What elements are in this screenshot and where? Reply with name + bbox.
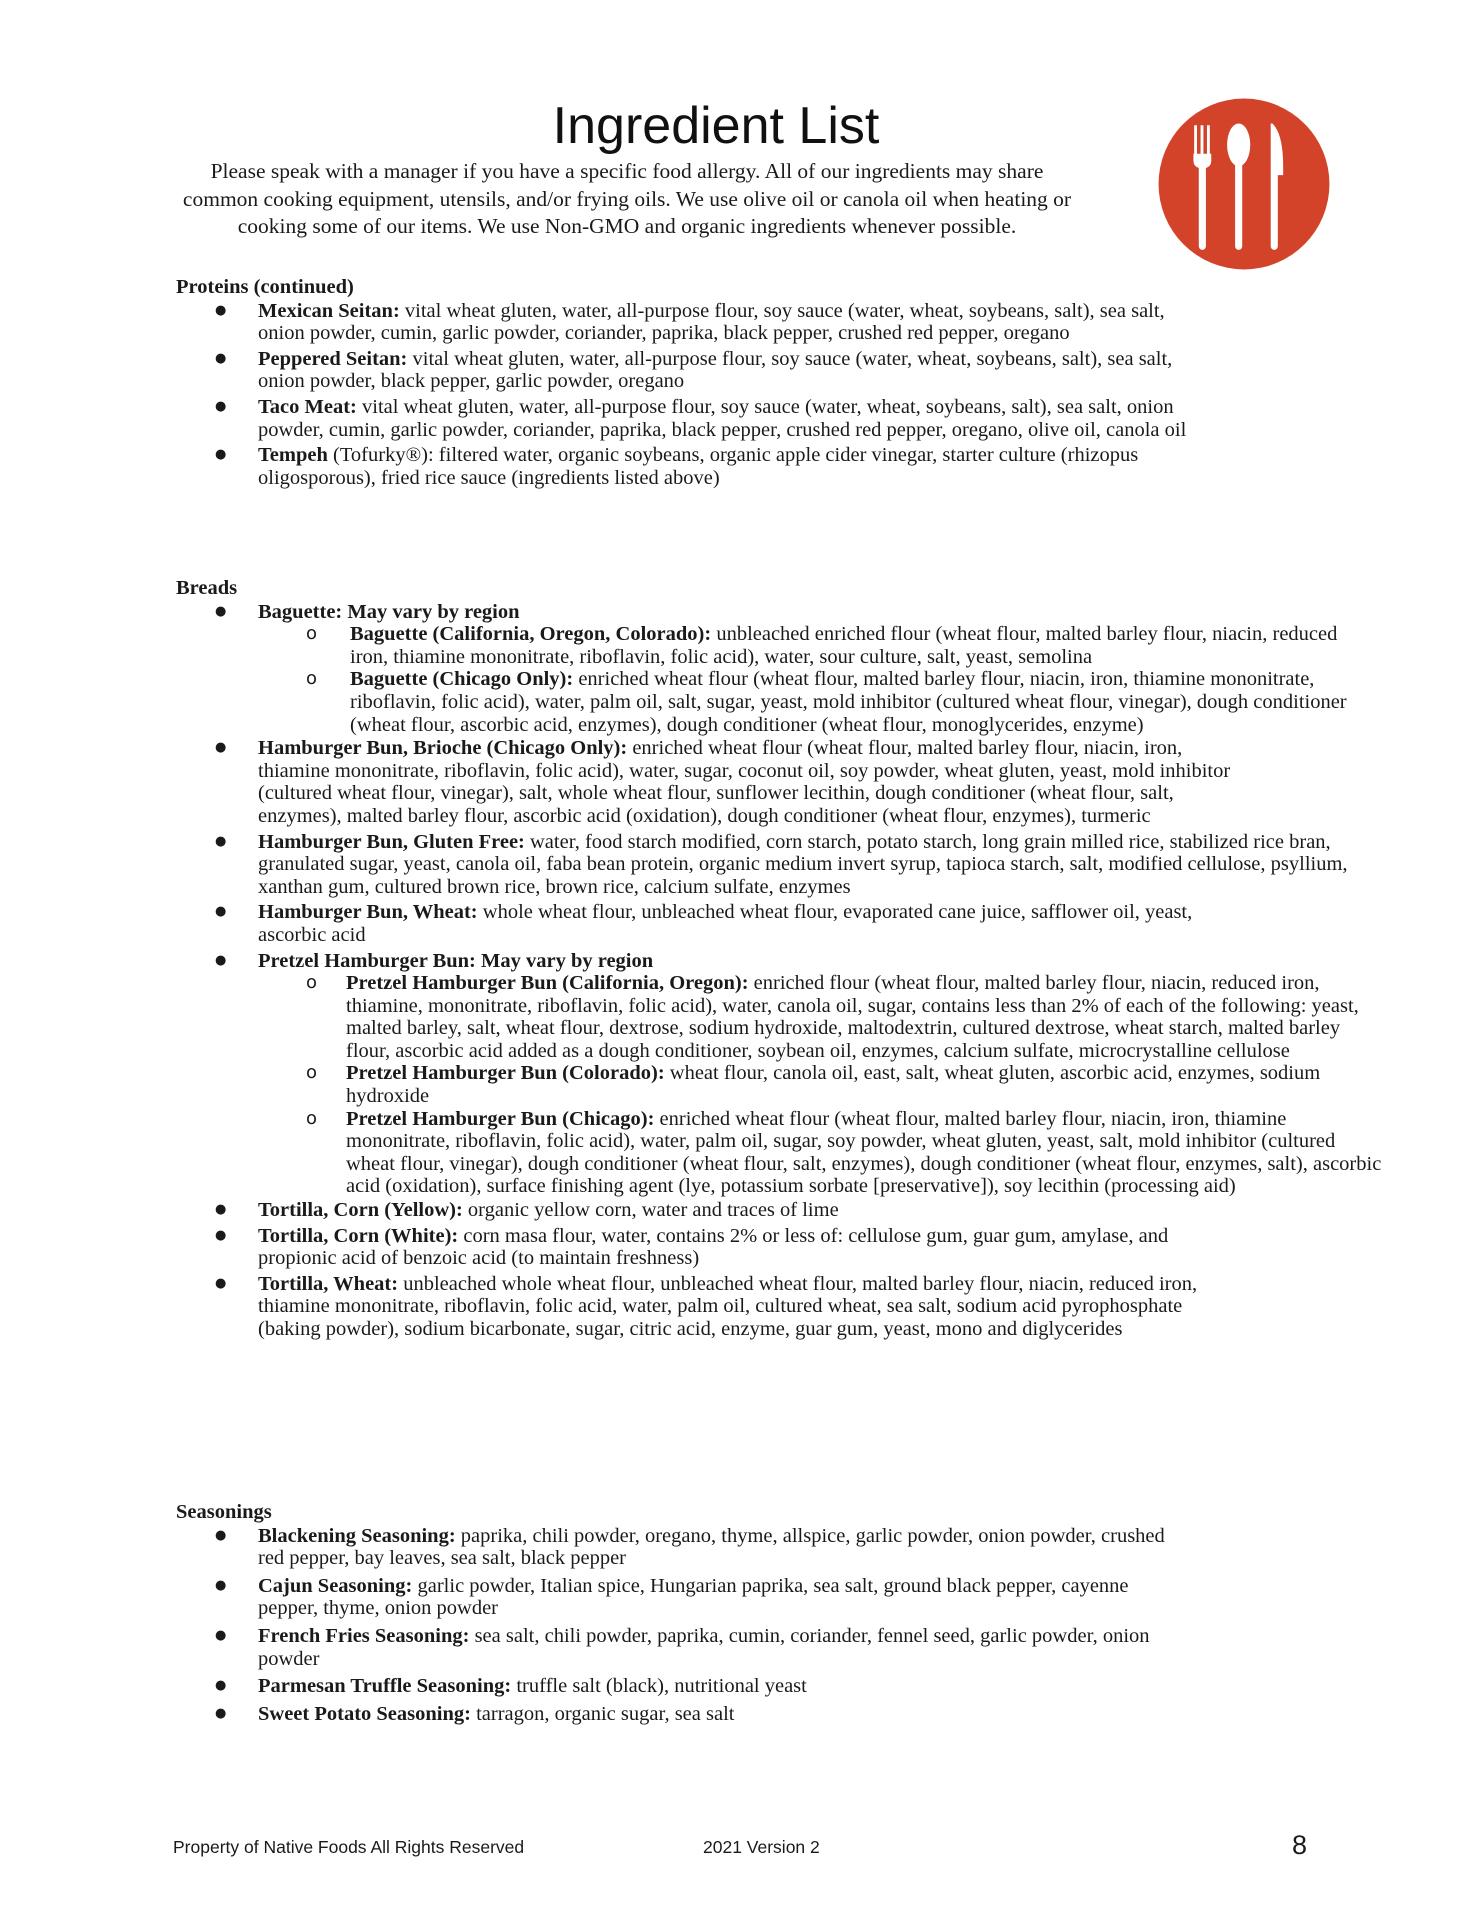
- list-item: ● Blackening Seasoning: paprika, chili powder, oregano, thyme, allspice, garlic powder, onion powder, crushed red pepper, bay leaves, sea salt, black pepper: [176, 1525, 1386, 1570]
- sub-list-item: o Pretzel Hamburger Bun (Chicago): enriched wheat flour (wheat flour, malted barley flour, niacin, iron, thiamine mononitrate, riboflavin, folic acid), water, palm oil, sugar, soy powder, wheat gluten, yeast, salt, mold inhibitor (cultured wheat flour, vinegar), dough conditioner (wheat flour, salt, enzymes), dough conditioner (wheat flour, enzymes, salt), ascorbic acid (oxidation), surface finishing agent (lye, potassium sorbate [preservative]), soy lecithin (processing aid): [258, 1108, 1386, 1198]
- seasonings-section: [176, 1501, 1386, 1728]
- sub-list-item: o Baguette (Chicago Only): enriched wheat flour (wheat flour, malted barley flour, niacin, iron, thiamine mononitrate, riboflavin, folic acid), water, palm oil, salt, sugar, yeast, mold inhibitor (cultured wheat flour, vinegar), dough conditioner (wheat flour, ascorbic acid, enzymes), dough conditioner (wheat flour, monoglycerides, enzyme): [258, 668, 1386, 736]
- list-item: ● Taco Meat: vital wheat gluten, water, all-purpose flour, soy sauce (water, wheat, soybeans, salt), sea salt, onion powder, cumin, garlic powder, coriander, paprika, black pepper, crushed red pepper, oregano, olive oil, canola oil: [176, 396, 1386, 441]
- section-heading: Breads: [176, 577, 238, 599]
- breads-list: [176, 601, 1386, 1341]
- pretzel-sublist: [258, 972, 1386, 1198]
- intro-line: Please speak with a manager if you have a specific food allergy. All of our ingredients may share: [210, 159, 1044, 183]
- proteins-list: [176, 300, 1386, 490]
- list-item: ● Hamburger Bun, Brioche (Chicago Only): enriched wheat flour (wheat flour, malted barley flour, niacin, iron, thiamine mononitrate, riboflavin, folic acid), water, sugar, coconut oil, soy powder, wheat gluten, yeast, mold inhibitor (cultured wheat flour, vinegar), salt, whole wheat flour, sunflower lecithin, dough conditioner (wheat flour, salt, enzymes), malted barley flour, ascorbic acid (oxidation), dough conditioner (wheat flour, enzymes), turmeric: [176, 737, 1386, 827]
- list-item: ● Baguette: May vary by region o Baguette (California, Oregon, Colorado): unbleached enriched flour (wheat flour, malted barley flour, niacin, reduced iron, thiamine mononitrate, riboflavin, folic acid), water, sour culture, salt, yeast, semolina o Baguette (Chicago Only): enriched wheat flour (wheat flour, malted barley flour, niacin, iron, thiamine mononitrate, riboflavin, folic acid), water, palm oil, salt, sugar, yeast, mold inhibitor (cultured wheat flour, vinegar), dough conditioner (wheat flour, ascorbic acid, enzymes), dough conditioner (wheat flour, monoglycerides, enzyme): [176, 601, 1386, 737]
- fork-spoon-knife-icon: [1155, 95, 1333, 273]
- list-item: ● Pretzel Hamburger Bun: May vary by region o Pretzel Hamburger Bun (California, Oregon): enriched flour (wheat flour, malted barley flour, niacin, reduced iron, thiamine, mononitrate, riboflavin, folic acid), water, canola oil, sugar, contains less than 2% of each of the following: yeast, malted barley, salt, wheat flour, dextrose, sodium hydroxide, maltodextrin, cultured dextrose, wheat starch, malted barley flour, ascorbic acid added as a dough conditioner, soybean oil, enzymes, calcium sulfate, microcrystalline cellulose o Pretzel Hamburger Bun (Colorado): wheat flour, canola oil, east, salt, wheat gluten, ascorbic acid, enzymes, sodium hydroxide o Pretzel Hamburger Bun (Chicago): enriched wheat flour (wheat flour, malted barley flour, niacin, iron, thiamine mononitrate, riboflavin, folic acid), water, palm oil, sugar, soy powder, wheat gluten, yeast, salt, mold inhibitor (cultured wheat flour, vinegar), dough conditioner (wheat flour, salt, enzymes), dough conditioner (wheat flour, enzymes, salt), ascorbic acid (oxidation), surface finishing agent (lye, potassium sorbate [preservative]), soy lecithin (processing aid): [176, 950, 1386, 1199]
- baguette-sublist: [258, 623, 1386, 736]
- intro-line: common cooking equipment, utensils, and/or frying oils. We use olive oil or canola oil when heating or: [182, 186, 1072, 211]
- footer-version: 2021 Version 2: [703, 1837, 820, 1857]
- sub-list-item: o Pretzel Hamburger Bun (California, Oregon): enriched flour (wheat flour, malted barley flour, niacin, reduced iron, thiamine, mononitrate, riboflavin, folic acid), water, canola oil, sugar, contains less than 2% of each of the following: yeast, malted barley, salt, wheat flour, dextrose, sodium hydroxide, maltodextrin, cultured dextrose, wheat starch, malted barley flour, ascorbic acid added as a dough conditioner, soybean oil, enzymes, calcium sulfate, microcrystalline cellulose: [258, 972, 1386, 1062]
- sub-list-item: o Pretzel Hamburger Bun (Colorado): wheat flour, canola oil, east, salt, wheat gluten, ascorbic acid, enzymes, sodium hydroxide: [258, 1062, 1386, 1107]
- list-item: ● Peppered Seitan: vital wheat gluten, water, all-purpose flour, soy sauce (water, wheat, soybeans, salt), sea salt, onion powder, black pepper, garlic powder, oregano: [176, 348, 1386, 393]
- section-heading: Proteins (continued): [176, 276, 354, 298]
- page-title: Ingredient List: [552, 97, 880, 155]
- sub-list-item: o Baguette (California, Oregon, Colorado): unbleached enriched flour (wheat flour, malted barley flour, niacin, reduced iron, thiamine mononitrate, riboflavin, folic acid), water, sour culture, salt, yeast, semolina: [258, 623, 1386, 668]
- proteins-section: [176, 276, 1386, 492]
- list-item: ● Tortilla, Corn (Yellow): organic yellow corn, water and traces of lime: [176, 1199, 1386, 1222]
- allergy-intro: [118, 158, 1136, 241]
- seasonings-list: [176, 1525, 1386, 1726]
- list-item: ● Cajun Seasoning: garlic powder, Italian spice, Hungarian paprika, sea salt, ground black pepper, cayenne pepper, thyme, onion powder: [176, 1575, 1386, 1620]
- list-item: ● Sweet Potato Seasoning: tarragon, organic sugar, sea salt: [176, 1703, 1386, 1726]
- page-number: 8: [1292, 1830, 1308, 1860]
- list-item: ● Tortilla, Wheat: unbleached whole wheat flour, unbleached wheat flour, malted barley flour, niacin, reduced iron, thiamine mononitrate, riboflavin, folic acid, water, palm oil, cultured wheat, sea salt, sodium acid pyrophosphate (baking powder), sodium bicarbonate, sugar, citric acid, enzyme, guar gum, yeast, mono and diglycerides: [176, 1273, 1386, 1341]
- list-item: ● Tortilla, Corn (White): corn masa flour, water, contains 2% or less of: cellulose gum, guar gum, amylase, and propionic acid of benzoic acid (to maintain freshness): [176, 1225, 1386, 1270]
- list-item: ● French Fries Seasoning: sea salt, chili powder, paprika, cumin, coriander, fennel seed, garlic powder, onion powder: [176, 1625, 1386, 1670]
- list-item: ● Hamburger Bun, Wheat: whole wheat flour, unbleached wheat flour, evaporated cane juice, safflower oil, yeast, ascorbic acid: [176, 901, 1386, 946]
- list-item: ● Parmesan Truffle Seasoning: truffle salt (black), nutritional yeast: [176, 1675, 1386, 1698]
- section-heading: Seasonings: [176, 1501, 272, 1523]
- footer-copyright: Property of Native Foods All Rights Reserved: [173, 1837, 525, 1857]
- list-item: ● Hamburger Bun, Gluten Free: water, food starch modified, corn starch, potato starch, long grain milled rice, stabilized rice bran, granulated sugar, yeast, canola oil, faba bean protein, organic medium invert syrup, tapioca starch, salt, modified cellulose, psyllium, xanthan gum, cultured brown rice, brown rice, calcium sulfate, enzymes: [176, 831, 1386, 899]
- intro-line: cooking some of our items. We use Non-GMO and organic ingredients whenever possible.: [237, 214, 1017, 238]
- list-item: ● Mexican Seitan: vital wheat gluten, water, all-purpose flour, soy sauce (water, wheat, soybeans, salt), sea salt, onion powder, cumin, garlic powder, coriander, paprika, black pepper, crushed red pepper, oregano: [176, 300, 1386, 345]
- list-item: ● Tempeh (Tofurky®): filtered water, organic soybeans, organic apple cider vinegar, starter culture (rhizopus oligosporous), fried rice sauce (ingredients listed above): [176, 444, 1386, 489]
- breads-section: [176, 577, 1386, 1344]
